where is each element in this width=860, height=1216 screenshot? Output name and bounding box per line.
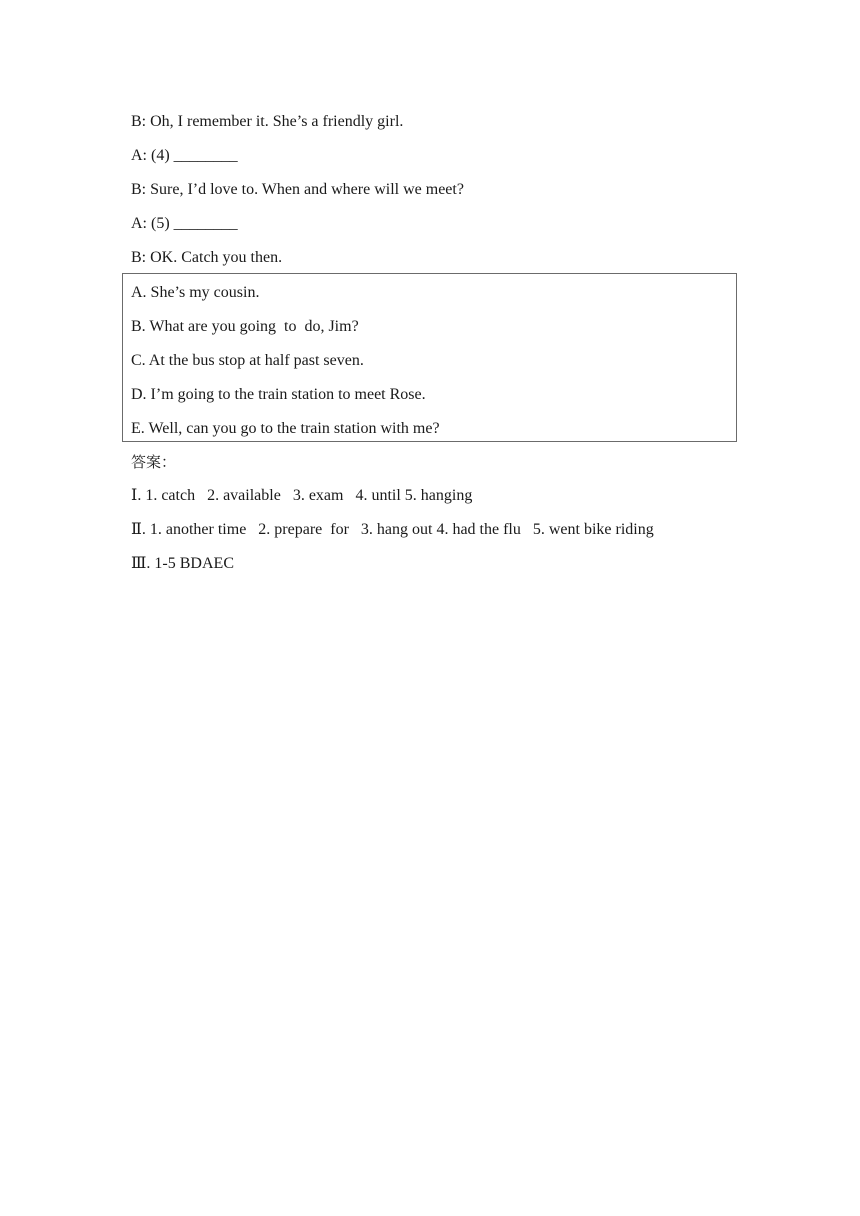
option-d: D. I’m going to the train station to meet Rose. <box>131 386 426 403</box>
options-box <box>122 273 737 442</box>
dialogue-line-5: B: OK. Catch you then. <box>131 249 283 266</box>
option-c: C. At the bus stop at half past seven. <box>131 352 364 369</box>
answers-part-2: Ⅱ. 1. another time 2. prepare for 3. hang out 4. had the flu 5. went bike riding <box>131 521 654 538</box>
dialogue-line-2: A: (4) ________ <box>131 147 238 164</box>
answers-part-3: Ⅲ. 1-5 BDAEC <box>131 555 234 572</box>
option-a: A. She’s my cousin. <box>131 284 260 301</box>
option-b: B. What are you going to do, Jim? <box>131 318 359 335</box>
option-e: E. Well, can you go to the train station with me? <box>131 420 440 437</box>
answers-part-1: Ⅰ. 1. catch 2. available 3. exam 4. until 5. hanging <box>131 487 473 504</box>
answers-heading: 答案： <box>131 453 177 471</box>
dialogue-line-3: B: Sure, I’d love to. When and where will we meet? <box>131 181 464 198</box>
dialogue-line-1: B: Oh, I remember it. She’s a friendly girl. <box>131 113 404 130</box>
dialogue-line-4: A: (5) ________ <box>131 215 238 232</box>
